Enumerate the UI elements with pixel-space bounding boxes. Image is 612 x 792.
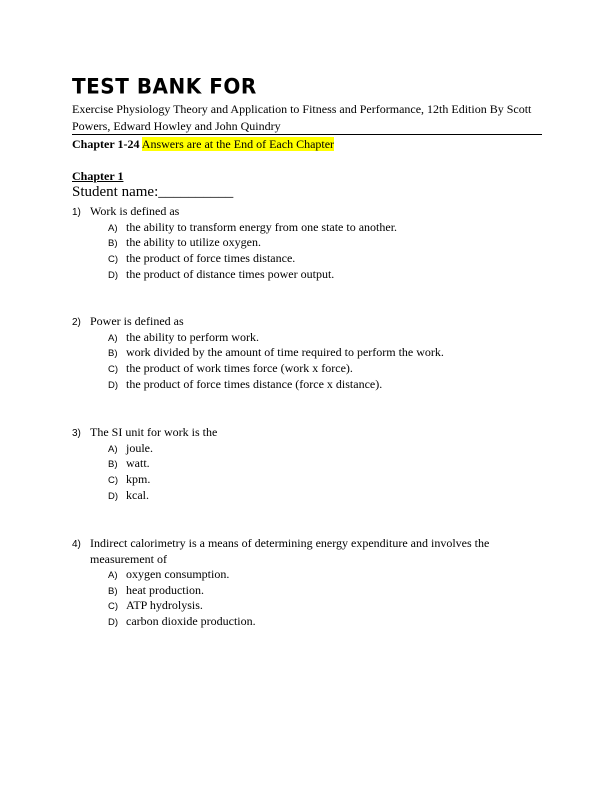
option-text: heat production.: [126, 582, 204, 597]
option-text: kcal.: [126, 487, 149, 502]
question-number: 1): [72, 207, 81, 218]
student-name-field: Student name:__________: [72, 184, 234, 200]
question-number: 4): [72, 539, 81, 550]
chapter-range-line: [72, 137, 334, 152]
question-stem: [72, 314, 542, 330]
option-letter: B): [108, 348, 118, 360]
option-text: oxygen consumption.: [126, 567, 230, 581]
chapter-range-label: Chapter 1-24: [72, 137, 140, 151]
answer-options: [72, 330, 542, 393]
option-letter: A): [108, 443, 118, 455]
answer-option: [72, 235, 542, 251]
question-stem: [72, 204, 542, 220]
answer-option: [72, 567, 542, 583]
option-text: the ability to transform energy from one state to another.: [126, 219, 398, 234]
answer-option: [72, 598, 542, 614]
answer-options: [72, 441, 542, 504]
answer-option: [72, 220, 542, 236]
option-text: the ability to utilize oxygen.: [126, 235, 261, 250]
answer-option: [72, 441, 542, 457]
answer-option: [72, 330, 542, 346]
answer-option: [72, 488, 542, 504]
option-text: watt.: [126, 456, 150, 471]
option-text: carbon dioxide production.: [126, 614, 256, 629]
question-text: The SI unit for work is the: [90, 425, 218, 439]
option-letter: A): [108, 222, 118, 234]
question-item: [72, 314, 542, 392]
question-item: [72, 204, 542, 282]
option-letter: A): [108, 332, 118, 344]
answer-option: [72, 251, 542, 267]
chapter-heading: Chapter 1: [72, 169, 124, 183]
option-text: kpm.: [126, 471, 151, 486]
option-letter: B): [108, 238, 118, 250]
question-text: Power is defined as: [90, 314, 184, 328]
option-text: the product of work times force (work x force).: [126, 360, 353, 375]
option-letter: D): [108, 269, 119, 281]
option-text: work divided by the amount of time required to perform the work.: [126, 345, 444, 360]
option-letter: D): [108, 617, 119, 629]
option-letter: C): [108, 363, 119, 375]
header-divider: [72, 134, 542, 135]
option-letter: C): [108, 474, 119, 486]
option-letter: C): [108, 601, 119, 613]
answer-options: [72, 567, 542, 630]
question-stem: [72, 536, 542, 567]
answer-option: [72, 614, 542, 630]
option-text: the ability to perform work.: [126, 329, 259, 344]
option-text: the product of force times distance.: [126, 250, 296, 265]
option-letter: B): [108, 585, 118, 597]
answer-option: [72, 456, 542, 472]
option-letter: B): [108, 459, 118, 471]
answer-option: [72, 472, 542, 488]
answer-options: [72, 220, 542, 283]
option-text: ATP hydrolysis.: [126, 598, 203, 613]
option-letter: D): [108, 379, 119, 391]
question-text: Work is defined as: [90, 204, 180, 218]
option-text: joule.: [126, 440, 153, 455]
answer-option: [72, 267, 542, 283]
answers-note-highlight: Answers are at the End of Each Chapter: [141, 137, 335, 151]
option-text: the product of distance times power output.: [126, 266, 335, 281]
option-letter: D): [108, 490, 119, 502]
answer-option: [72, 345, 542, 361]
question-number: 2): [72, 317, 81, 328]
book-subtitle: Exercise Physiology Theory and Application to Fitness and Performance, 12th Edition By Scott Powers, Edward Howley and John Quindry: [72, 102, 532, 133]
answer-option: [72, 361, 542, 377]
question-item: [72, 425, 542, 503]
question-item: [72, 536, 542, 630]
answer-option: [72, 583, 542, 599]
question-number: 3): [72, 428, 81, 439]
document-title: TEST BANK FOR: [72, 73, 257, 99]
option-letter: C): [108, 253, 119, 265]
question-text: Indirect calorimetry is a means of determining energy expenditure and involves the measurement of: [90, 536, 490, 566]
option-text: the product of force times distance (force x distance).: [126, 376, 383, 391]
question-stem: [72, 425, 542, 441]
option-letter: A): [108, 570, 118, 581]
answer-option: [72, 377, 542, 393]
